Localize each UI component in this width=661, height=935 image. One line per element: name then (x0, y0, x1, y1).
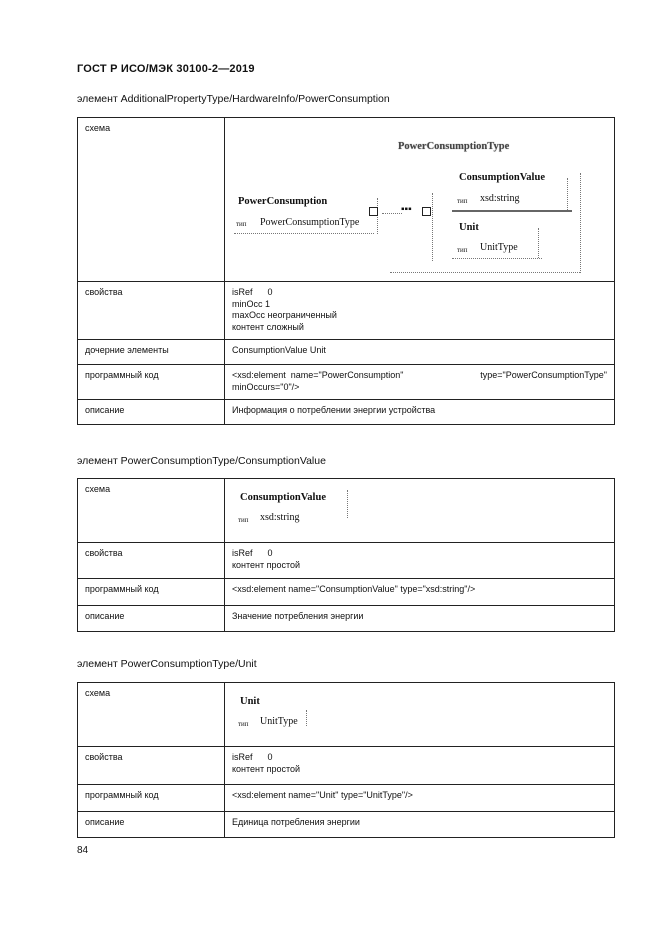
child-element-name: Unit (459, 222, 479, 233)
code-label: программный код (78, 579, 225, 606)
schema-cell (225, 479, 615, 543)
code-label: программный код (78, 785, 225, 812)
schema-diagram (232, 123, 607, 275)
properties-value: isRef 0 minOcc 1 maxOcc неограниченный контент сложный (225, 282, 615, 340)
document-header: ГОСТ Р ИСО/МЭК 30100-2—2019 (77, 63, 255, 75)
type-prefix: тип (457, 197, 468, 205)
expand-icon (369, 207, 378, 216)
type-prefix: тип (236, 220, 247, 228)
properties-label: свойства (78, 543, 225, 579)
element-table (77, 478, 615, 632)
section-title: элемент AdditionalPropertyType/HardwareInfo/PowerConsumption (77, 93, 390, 105)
schema-label: схема (78, 479, 225, 543)
child-element-type: xsd:string (480, 193, 520, 204)
children-value: ConsumptionValue Unit (225, 340, 615, 365)
expand-icon (422, 207, 431, 216)
code-value: <xsd:element name="PowerConsumption" type="PowerConsumptionType" minOccurs="0"/> (225, 365, 615, 400)
element-name: ConsumptionValue (240, 492, 326, 503)
description-label: описание (78, 606, 225, 632)
description-label: описание (78, 400, 225, 425)
schema-cell (225, 118, 615, 282)
properties-value: isRef 0 контент простой (225, 747, 615, 785)
schema-label: схема (78, 683, 225, 747)
properties-label: свойства (78, 282, 225, 340)
element-table (77, 682, 615, 838)
schema-diagram (232, 688, 607, 740)
description-value: Информация о потреблении энергии устройства (225, 400, 615, 425)
sequence-icon: ▪▪▪ (401, 204, 412, 215)
element-type: UnitType (260, 716, 298, 727)
element-type: PowerConsumptionType (260, 217, 360, 228)
section-title: элемент PowerConsumptionType/Unit (77, 658, 257, 670)
code-label: программный код (78, 365, 225, 400)
code-value: <xsd:element name="ConsumptionValue" type="xsd:string"/> (225, 579, 615, 606)
properties-label: свойства (78, 747, 225, 785)
code-value: <xsd:element name="Unit" type="UnitType"/> (225, 785, 615, 812)
section-title: элемент PowerConsumptionType/ConsumptionValue (77, 455, 326, 467)
type-prefix: тип (457, 246, 468, 254)
page-number: 84 (77, 845, 89, 856)
child-element-name: ConsumptionValue (459, 172, 545, 183)
schema-diagram (232, 484, 607, 536)
element-name: PowerConsumption (238, 196, 328, 207)
schema-cell (225, 683, 615, 747)
properties-value: isRef 0 контент простой (225, 543, 615, 579)
element-type: xsd:string (260, 512, 300, 523)
children-label: дочерние элементы (78, 340, 225, 365)
child-element-type: UnitType (480, 242, 518, 253)
description-label: описание (78, 812, 225, 838)
element-table (77, 117, 615, 425)
element-name: Unit (240, 696, 260, 707)
type-prefix: тип (238, 720, 249, 728)
group-type-label: PowerConsumptionType (398, 141, 510, 152)
schema-label: схема (78, 118, 225, 282)
description-value: Единица потребления энергии (225, 812, 615, 838)
type-prefix: тип (238, 516, 249, 524)
description-value: Значение потребления энергии (225, 606, 615, 632)
